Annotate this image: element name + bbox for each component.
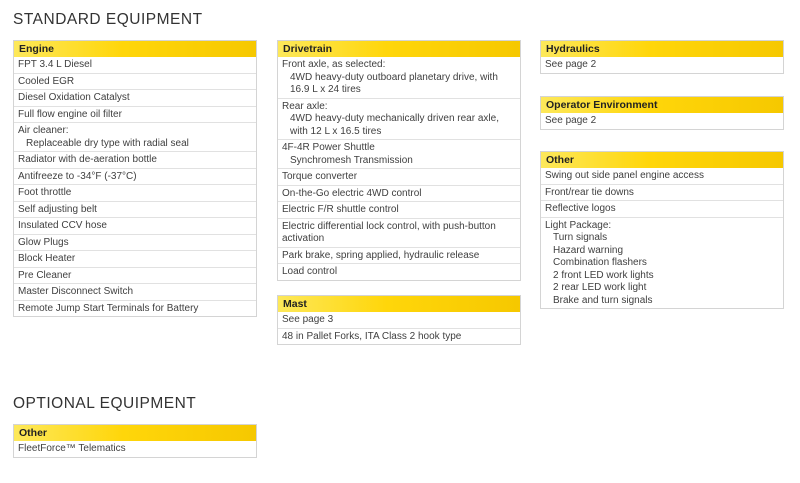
- item-text: Remote Jump Start Terminals for Battery: [18, 302, 199, 314]
- list-item: [14, 201, 256, 218]
- mast-title: Mast: [278, 296, 520, 312]
- item-text: Park brake, spring applied, hydraulic release: [282, 249, 480, 261]
- list-item: [278, 57, 520, 98]
- item-text: Electric F/R shuttle control: [282, 204, 399, 215]
- list-item: [278, 201, 520, 218]
- standard-equipment-heading: STANDARD EQUIPMENT: [13, 11, 203, 28]
- item-subtext: 4WD heavy-duty mechanically driven rear axle,: [290, 113, 499, 124]
- list-item: [278, 247, 520, 264]
- hydraulics-list: [541, 57, 783, 73]
- item-subtext: Turn signals: [553, 232, 608, 243]
- mast-list: [278, 312, 520, 344]
- drivetrain-title: Drivetrain: [278, 41, 520, 57]
- engine-box: [13, 40, 257, 317]
- item-text: Foot throttle: [18, 187, 72, 198]
- other-title: Other: [541, 152, 783, 168]
- item-text: Self adjusting belt: [18, 203, 97, 215]
- item-text: Load control: [282, 266, 338, 277]
- list-item: [14, 184, 256, 201]
- item-text: Torque converter: [282, 171, 358, 182]
- optional-equipment-heading: OPTIONAL EQUIPMENT: [13, 395, 197, 412]
- list-item: [14, 250, 256, 267]
- list-item: [541, 200, 783, 217]
- operator-environment-list: [541, 113, 783, 129]
- list-item: [278, 328, 520, 345]
- item-text: See page 2: [545, 59, 597, 70]
- item-text: See page 3: [282, 314, 334, 325]
- item-text: Antifreeze to -34°F (-37°C): [18, 170, 137, 182]
- item-subtext: Combination flashers: [553, 257, 647, 268]
- item-text: Air cleaner:: [18, 125, 69, 136]
- item-subtext: Brake and turn signals: [553, 294, 653, 306]
- operator-environment-box: [540, 96, 784, 130]
- list-item: [278, 139, 520, 168]
- mast-box: [277, 295, 521, 345]
- item-text: Electric differential lock control, with push-button: [282, 220, 496, 232]
- other-box: [540, 151, 784, 309]
- drivetrain-box: [277, 40, 521, 281]
- list-item: [14, 122, 256, 151]
- item-text: Swing out side panel engine access: [545, 170, 704, 181]
- list-item: [14, 57, 256, 73]
- list-item: [14, 217, 256, 234]
- list-item: [14, 300, 256, 317]
- item-text: Cooled EGR: [18, 75, 75, 87]
- item-text: Glow Plugs: [18, 236, 69, 248]
- item-text: Block Heater: [18, 253, 76, 264]
- list-item: [14, 106, 256, 123]
- list-item: [14, 89, 256, 106]
- hydraulics-box: [540, 40, 784, 74]
- list-item: [14, 234, 256, 251]
- list-item: [14, 168, 256, 185]
- item-text: Full flow engine oil filter: [18, 108, 122, 120]
- item-subtext: Replaceable dry type with radial seal: [26, 137, 189, 149]
- list-item: [278, 218, 520, 247]
- item-subtext: 2 front LED work lights: [553, 269, 654, 281]
- list-item: [541, 217, 783, 309]
- item-subtext: 4WD heavy-duty outboard planetary drive, with: [290, 71, 498, 83]
- list-item: [14, 441, 256, 457]
- item-text: Master Disconnect Switch: [18, 286, 134, 297]
- optional-other-title: Other: [14, 425, 256, 441]
- other-list: [541, 168, 783, 308]
- list-item: [278, 185, 520, 202]
- hydraulics-title: Hydraulics: [541, 41, 783, 57]
- list-item: [278, 312, 520, 328]
- item-subtext: Hazard warning: [553, 244, 624, 256]
- item-text: FPT 3.4 L Diesel: [18, 59, 92, 70]
- item-text: Insulated CCV hose: [18, 220, 107, 231]
- optional-other-list: [14, 441, 256, 457]
- item-text: 4F-4R Power Shuttle: [282, 142, 375, 153]
- item-text: See page 2: [545, 115, 597, 126]
- list-item: [278, 168, 520, 185]
- item-subtext: with 12 L x 16.5 tires: [290, 125, 382, 137]
- list-item: [541, 57, 783, 73]
- list-item: [14, 73, 256, 90]
- item-text: On-the-Go electric 4WD control: [282, 187, 422, 199]
- list-item: [14, 267, 256, 284]
- item-text: Pre Cleaner: [18, 269, 72, 281]
- item-text: Radiator with de-aeration bottle: [18, 154, 157, 165]
- item-text: FleetForce™ Telematics: [18, 443, 126, 454]
- item-text: Reflective logos: [545, 203, 616, 214]
- item-text: Front/rear tie downs: [545, 186, 634, 198]
- list-item: [14, 151, 256, 168]
- list-item: [541, 113, 783, 129]
- item-subtext: Synchromesh Transmission: [290, 154, 413, 166]
- engine-title: Engine: [14, 41, 256, 57]
- list-item: [278, 263, 520, 280]
- list-item: [541, 168, 783, 184]
- list-item: [541, 184, 783, 201]
- item-text: Front axle, as selected:: [282, 59, 386, 70]
- operator-environment-title: Operator Environment: [541, 97, 783, 113]
- item-text: 48 in Pallet Forks, ITA Class 2 hook type: [282, 330, 462, 342]
- optional-other-box: [13, 424, 257, 458]
- item-text: Diesel Oxidation Catalyst: [18, 92, 130, 103]
- item-subtext: 16.9 L x 24 tires: [290, 84, 361, 95]
- list-item: [14, 283, 256, 300]
- item-text: Light Package:: [545, 219, 612, 231]
- item-subtext: 2 rear LED work light: [553, 282, 647, 293]
- engine-list: [14, 57, 256, 316]
- drivetrain-list: [278, 57, 520, 280]
- item-text-continued: activation: [282, 233, 325, 244]
- item-text: Rear axle:: [282, 100, 328, 112]
- list-item: [278, 98, 520, 140]
